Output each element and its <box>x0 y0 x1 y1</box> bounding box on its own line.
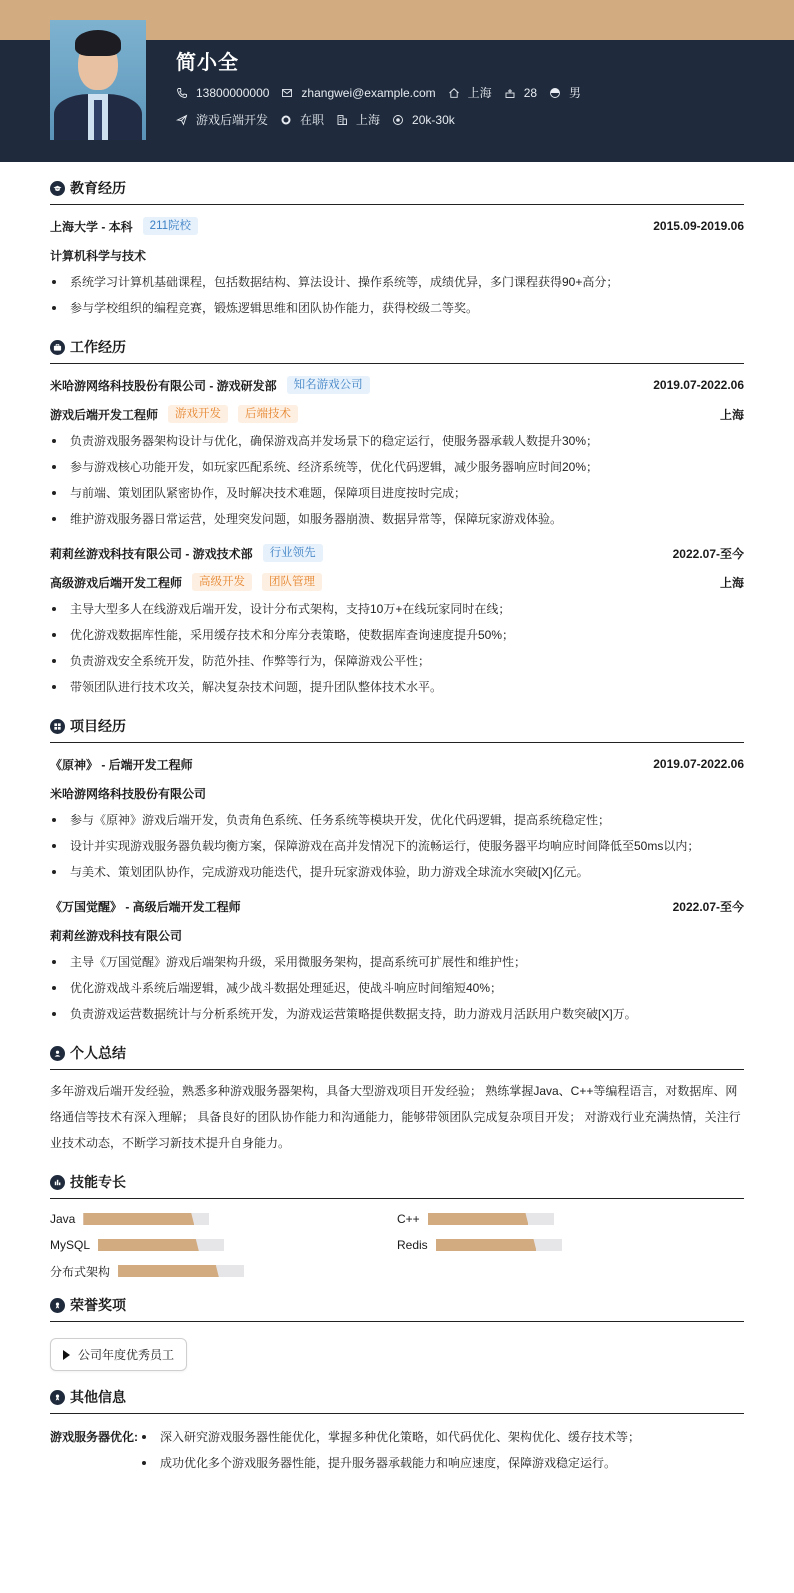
job-city: 上海 <box>336 111 380 128</box>
list-item: 与前端、策划团队紧密协作，及时解决技术难题，保障项目进度按时完成； <box>50 480 744 506</box>
company-tag: 知名游戏公司 <box>287 376 370 394</box>
briefcase-icon <box>50 340 65 355</box>
role-tag: 高级开发 <box>192 573 252 591</box>
candidate-name: 简小全 <box>176 52 239 74</box>
work-location: 上海 <box>719 407 744 422</box>
education-date: 2015.09-2019.06 <box>653 219 744 233</box>
project-date: 2019.07-2022.06 <box>653 757 744 771</box>
skills-section <box>50 1172 744 1279</box>
list-item: 深入研究游戏服务器性能优化，掌握多种优化策略，如代码优化、架构优化、缓存技术等； <box>140 1424 744 1450</box>
contact-email[interactable]: zhangwei@example.com <box>281 86 435 100</box>
list-item: 优化游戏数据库性能，采用缓存技术和分库分表策略，使数据库查询速度提升50%； <box>50 622 744 648</box>
grid-icon <box>50 719 65 734</box>
work-location: 上海 <box>719 575 744 590</box>
status-icon <box>280 114 292 126</box>
section-heading: 工作经历 <box>50 337 744 364</box>
project-company: 莉莉丝游戏科技有限公司 <box>50 928 183 943</box>
send-icon <box>176 114 188 126</box>
section-heading: 个人总结 <box>50 1043 744 1070</box>
section-heading: 技能专长 <box>50 1172 744 1199</box>
other-item <box>50 1424 744 1476</box>
role-tag: 团队管理 <box>262 573 322 591</box>
projects-section <box>50 716 744 1027</box>
other-section <box>50 1387 744 1490</box>
work-date: 2022.07-至今 <box>672 546 744 561</box>
list-item: 参与《原神》游戏后端开发，负责角色系统、任务系统等模块开发，优化代码逻辑，提高系统稳定性； <box>50 807 744 833</box>
graduation-cap-icon <box>50 181 65 196</box>
section-heading: 项目经历 <box>50 716 744 743</box>
skill-item: Redis <box>397 1237 744 1253</box>
list-item: 参与学校组织的编程竞赛，锻炼逻辑思维和团队协作能力，获得校级二等奖。 <box>50 295 744 321</box>
list-item: 参与游戏核心功能开发，如玩家匹配系统、经济系统等，优化代码逻辑，减少服务器响应时间20%； <box>50 454 744 480</box>
list-item: 成功优化多个游戏服务器性能，提升服务器承载能力和响应速度，保障游戏稳定运行。 <box>140 1450 744 1476</box>
role-tag: 后端技术 <box>238 405 298 423</box>
list-item: 与美术、策划团队协作，完成游戏功能迭代，提升玩家游戏体验，助力游戏全球流水突破[X]亿元。 <box>50 859 744 885</box>
mail-icon <box>281 87 293 99</box>
school-tag: 211院校 <box>143 217 198 235</box>
job-intent-row <box>176 111 467 128</box>
other-label: 游戏服务器优化: <box>50 1430 138 1444</box>
job-role: 高级游戏后端开发工程师 <box>50 575 183 590</box>
company-tag: 行业领先 <box>263 544 323 562</box>
company-name: 莉莉丝游戏科技有限公司 - 游戏技术部 <box>50 546 253 561</box>
list-item: 主导《万国觉醒》游戏后端架构升级，采用微服务架构，提高系统可扩展性和维护性； <box>50 949 744 975</box>
user-icon <box>50 1046 65 1061</box>
contact-phone: 13800000000 <box>176 86 269 100</box>
project-name: 《原神》 - 后端开发工程师 <box>50 757 193 772</box>
building-icon <box>336 114 348 126</box>
summary-text: 多年游戏后端开发经验，熟悉多种游戏服务器架构，具备大型游戏项目开发经验； 熟练掌握Java、C++等编程语言，对数据库、网络通信等技术有深入理解； 具备良好的团队协作能力和沟通能力，能够带领团队完成复杂项目开发； 对游戏行业充满热情，关注行业技术动态，不断学习新技术提升自身能力。 <box>50 1084 741 1150</box>
section-heading: 教育经历 <box>50 178 744 205</box>
job-target: 游戏后端开发 <box>176 111 268 128</box>
list-item: 系统学习计算机基础课程，包括数据结构、算法设计、操作系统等，成绩优异，多门课程获得90+高分； <box>50 269 744 295</box>
contact-row <box>176 84 593 101</box>
list-item: 优化游戏战斗系统后端逻辑，减少战斗数据处理延迟，使战斗响应时间缩短40%； <box>50 975 744 1001</box>
list-item: 带领团队进行技术攻关，解决复杂技术问题，提升团队整体技术水平。 <box>50 674 744 700</box>
play-triangle-icon <box>63 1350 70 1360</box>
contact-location: 上海 <box>448 84 492 101</box>
job-status: 在职 <box>280 111 324 128</box>
section-heading: 荣誉奖项 <box>50 1295 744 1322</box>
work-section <box>50 337 744 700</box>
award-item[interactable]: 公司年度优秀员工 <box>50 1338 187 1371</box>
skill-bar <box>428 1213 554 1225</box>
summary-section <box>50 1043 744 1156</box>
phone-icon <box>176 87 188 99</box>
skill-bar <box>436 1239 562 1251</box>
bar-chart-icon <box>50 1175 65 1190</box>
education-section <box>50 178 744 321</box>
contact-gender: 男 <box>549 84 581 101</box>
list-item: 维护游戏服务器日常运营，处理突发问题，如服务器崩溃、数据异常等，保障玩家游戏体验。 <box>50 506 744 532</box>
list-item: 负责游戏安全系统开发，防范外挂、作弊等行为，保障游戏公平性； <box>50 648 744 674</box>
work-entry <box>50 538 744 700</box>
section-heading: 其他信息 <box>50 1387 744 1414</box>
contact-age: 28 <box>504 86 537 100</box>
skill-item: MySQL <box>50 1237 397 1253</box>
work-date: 2019.07-2022.06 <box>653 378 744 392</box>
project-entry <box>50 749 744 885</box>
awards-section <box>50 1295 744 1371</box>
project-name: 《万国觉醒》 - 高级后端开发工程师 <box>50 899 241 914</box>
cake-icon <box>504 87 516 99</box>
role-tag: 游戏开发 <box>168 405 228 423</box>
skill-bar <box>83 1213 209 1225</box>
list-item: 设计并实现游戏服务器负载均衡方案，保障游戏在高并发情况下的流畅运行，使服务器平均响应时间降低至50ms以内； <box>50 833 744 859</box>
list-item: 负责游戏运营数据统计与分析系统开发，为游戏运营策略提供数据支持，助力游戏月活跃用户数突破[X]万。 <box>50 1001 744 1027</box>
salary-icon <box>392 114 404 126</box>
skill-item: C++ <box>397 1211 744 1227</box>
project-company: 米哈游网络科技股份有限公司 <box>50 786 207 801</box>
education-entry <box>50 211 744 321</box>
profile-photo <box>50 20 146 140</box>
resume-body <box>0 178 794 1490</box>
job-role: 游戏后端开发工程师 <box>50 407 159 422</box>
skill-bar <box>98 1239 224 1251</box>
list-item: 主导大型多人在线游戏后端开发，设计分布式架构，支持10万+在线玩家同时在线； <box>50 596 744 622</box>
medal-icon <box>50 1298 65 1313</box>
company-name: 米哈游网络科技股份有限公司 - 游戏研发部 <box>50 378 277 393</box>
job-salary: 20k-30k <box>392 113 455 127</box>
work-entry <box>50 370 744 532</box>
major: 计算机科学与技术 <box>50 248 147 263</box>
skill-bar <box>118 1265 244 1277</box>
skill-item: Java <box>50 1211 397 1227</box>
info-icon <box>50 1390 65 1405</box>
gender-icon <box>549 87 561 99</box>
school-name: 上海大学 - 本科 <box>50 219 133 234</box>
home-icon <box>448 87 460 99</box>
list-item: 负责游戏服务器架构设计与优化，确保游戏高并发场景下的稳定运行，使服务器承载人数提升30%； <box>50 428 744 454</box>
skills-grid <box>50 1211 744 1279</box>
project-date: 2022.07-至今 <box>672 899 744 914</box>
resume-header <box>0 40 794 162</box>
education-bullets <box>50 269 744 321</box>
skill-item: 分布式架构 <box>50 1263 397 1279</box>
project-entry <box>50 891 744 1027</box>
